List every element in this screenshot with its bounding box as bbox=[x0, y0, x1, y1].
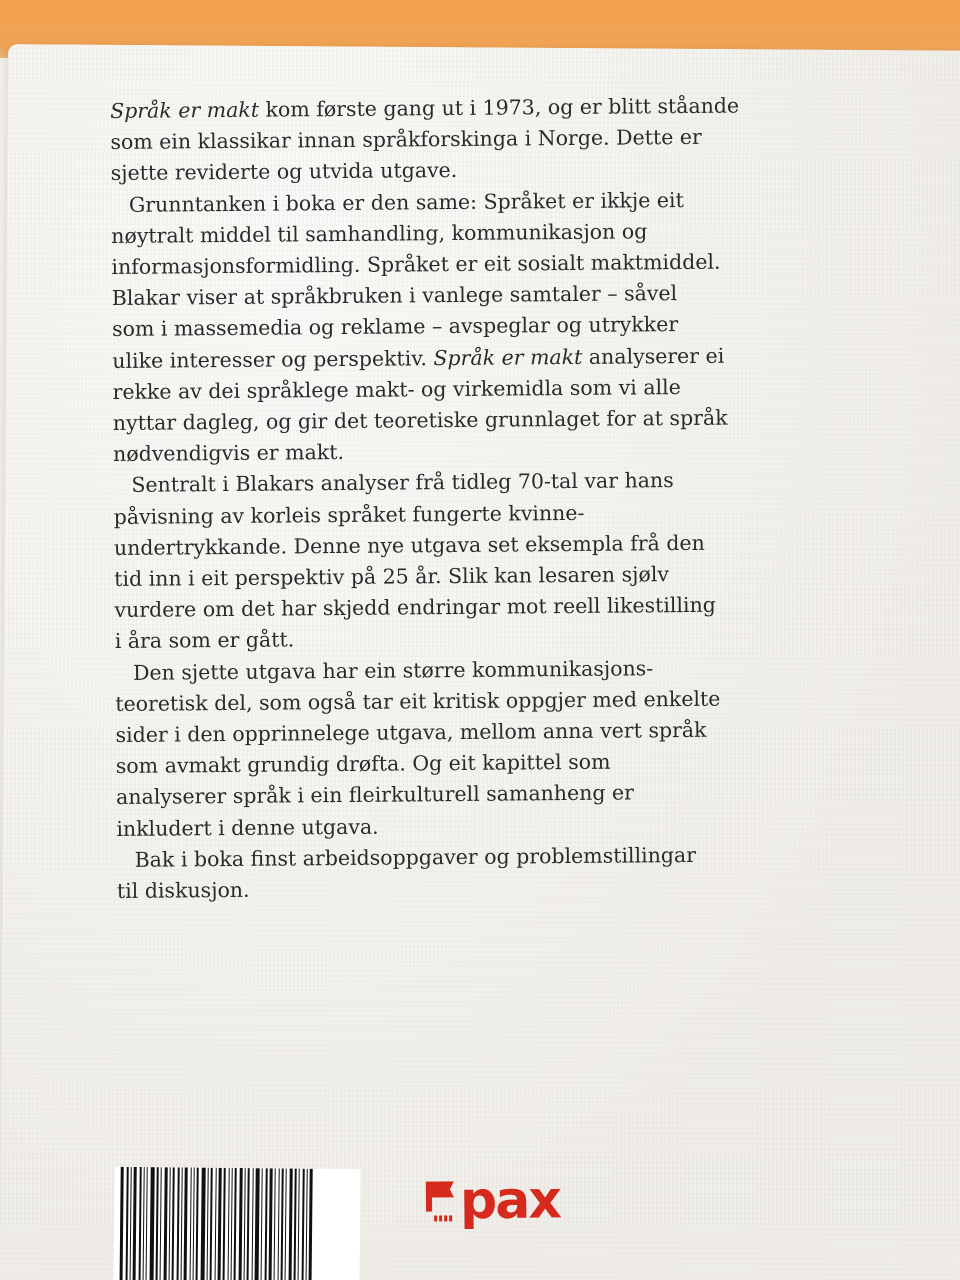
pax-flag-mark-icon bbox=[424, 1177, 458, 1225]
blurb-text bbox=[110, 90, 797, 907]
blurb-text-segment: som avmakt grundig drøfta. Og eit kapittel som bbox=[115, 749, 611, 779]
barcode-bar bbox=[260, 1168, 262, 1280]
blurb-text-segment: sider i den opprinnelege utgava, mellom anna vert språk bbox=[115, 717, 707, 748]
barcode-bar bbox=[268, 1168, 272, 1280]
blurb-text-segment: Blakar viser at språkbruken i vanlege samtaler – såvel bbox=[111, 281, 678, 311]
blurb-line bbox=[115, 714, 795, 751]
barcode-bar bbox=[227, 1168, 229, 1280]
barcode-bar bbox=[189, 1168, 191, 1280]
barcode-bar bbox=[142, 1167, 144, 1280]
barcode-bar bbox=[273, 1168, 275, 1280]
blurb-text-segment: ulike interesser og perspektiv. bbox=[112, 345, 434, 373]
barcode-bar bbox=[288, 1169, 292, 1280]
barcode-bar bbox=[192, 1168, 194, 1280]
barcode-bar bbox=[132, 1167, 136, 1280]
barcode-bar bbox=[195, 1168, 198, 1280]
barcode-bar bbox=[301, 1169, 304, 1280]
blurb-text-segment: informasjonsformidling. Språket er eit sosialt maktmiddel. bbox=[111, 249, 721, 280]
barcode-bar bbox=[119, 1167, 123, 1280]
blurb-text-segment: analyserer ei bbox=[582, 343, 725, 369]
barcode-bar bbox=[297, 1169, 299, 1280]
blurb-text-segment: i åra som er gått. bbox=[114, 627, 295, 654]
blurb-text-segment: rekke av dei språklege makt- og virkemidla som vi alle bbox=[112, 374, 681, 404]
barcode-bar bbox=[159, 1167, 161, 1280]
publisher-logo-text: pax bbox=[459, 1170, 561, 1232]
barcode-bar bbox=[308, 1169, 312, 1280]
blurb-text-segment: analyserer språk i ein fleirkulturell samanheng er bbox=[116, 780, 635, 810]
blurb-paragraph bbox=[115, 652, 797, 845]
barcode bbox=[113, 1167, 360, 1280]
blurb-text-segment: teoretisk del, som også tar eit kritisk oppgjer med enkelte bbox=[115, 686, 721, 716]
book-title-italic: Språk er makt bbox=[110, 97, 260, 123]
blurb-line bbox=[111, 246, 791, 283]
barcode-bar bbox=[293, 1169, 296, 1280]
barcode-bar bbox=[243, 1168, 245, 1280]
barcode-bar bbox=[305, 1169, 307, 1280]
blurb-paragraph bbox=[117, 839, 798, 907]
blurb-text-segment: sjette reviderte og utvida utgave. bbox=[110, 158, 458, 186]
blurb-text-segment: nøytralt middel til samhandling, kommunikasjon og bbox=[111, 219, 648, 248]
barcode-bar bbox=[200, 1168, 205, 1280]
blurb-text-segment: påvisning av korleis språket fungerte kvinne- bbox=[113, 500, 585, 529]
barcode-bar bbox=[233, 1168, 236, 1280]
barcode-bar bbox=[206, 1168, 208, 1280]
barcode-bar bbox=[125, 1167, 128, 1280]
blurb-line bbox=[113, 402, 793, 439]
blurb-text-segment: vurdere om det har skjedd endringar mot reell likestilling bbox=[114, 592, 716, 623]
barcode-bar bbox=[138, 1167, 141, 1280]
barcode-bar bbox=[280, 1168, 283, 1280]
blurb-text-segment: kom første gang ut i 1973, og er blitt ståande bbox=[258, 93, 740, 122]
blurb-text-segment: Bak i boka finst arbeidsoppgaver og problemstillingar bbox=[134, 842, 697, 872]
blurb-text-segment: nødvendigvis er makt. bbox=[113, 440, 345, 467]
barcode-bar bbox=[149, 1167, 154, 1280]
barcode-bar bbox=[217, 1168, 221, 1280]
blurb-paragraph bbox=[111, 184, 793, 471]
barcode-bar bbox=[155, 1167, 158, 1280]
blurb-line bbox=[114, 589, 794, 626]
blurb-paragraph bbox=[113, 464, 795, 657]
blurb-text-segment: tid inn i eit perspektiv på 25 år. Slik kan lesaren sjølv bbox=[114, 562, 670, 592]
barcode-bar bbox=[222, 1168, 225, 1280]
barcode-bar bbox=[238, 1168, 242, 1280]
barcode-bar bbox=[246, 1168, 249, 1280]
barcode-bar bbox=[277, 1168, 279, 1280]
barcode-bar bbox=[180, 1167, 182, 1280]
blurb-text-segment: Grunntanken i boka er den same: Språket er ikkje eit bbox=[128, 187, 684, 217]
book-title-italic: Språk er makt bbox=[433, 344, 583, 370]
blurb-text-segment: Sentralt i Blakars analyser frå tidleg 70-tal var hans bbox=[131, 468, 674, 498]
blurb-line bbox=[114, 527, 794, 564]
blurb-text-segment: til diskusjon. bbox=[116, 877, 250, 904]
blurb-line bbox=[117, 870, 797, 907]
blurb-line bbox=[117, 839, 797, 876]
blurb-text-segment: nyttar dagleg, og gir det teoretiske grunnlaget for at språk bbox=[112, 405, 728, 436]
barcode-bar bbox=[163, 1167, 167, 1280]
blurb-text-segment: inkludert i denne utgava. bbox=[116, 814, 379, 841]
blurb-text-segment: undertrykkande. Denne nye utgava set eksempla frå den bbox=[113, 530, 705, 560]
barcode-bar bbox=[176, 1167, 179, 1280]
blurb-paragraph bbox=[110, 90, 791, 190]
blurb-text-segment: som ein klassikar innan språkforskinga i Norge. Dette er bbox=[110, 125, 702, 155]
barcode-bar bbox=[168, 1167, 170, 1280]
barcode-bar bbox=[284, 1169, 286, 1280]
barcode-bar bbox=[230, 1168, 232, 1280]
barcode-bar bbox=[129, 1167, 131, 1280]
barcode-bar bbox=[264, 1168, 267, 1280]
barcode-bar bbox=[214, 1168, 216, 1280]
blurb-text-segment: Den sjette utgava har ein større kommunikasjons- bbox=[132, 655, 654, 685]
barcode-bar bbox=[183, 1167, 187, 1280]
barcode-bar bbox=[145, 1167, 147, 1280]
barcode-bar bbox=[171, 1167, 174, 1280]
publisher-logo bbox=[424, 1165, 560, 1236]
barcode-bar bbox=[251, 1168, 253, 1280]
blurb-text-segment: som i massemedia og reklame – avspeglar og utrykker bbox=[111, 312, 679, 342]
blurb-line bbox=[112, 340, 792, 377]
barcode-bar bbox=[209, 1168, 212, 1280]
barcode-bar bbox=[254, 1168, 259, 1280]
blurb-line bbox=[110, 121, 790, 158]
